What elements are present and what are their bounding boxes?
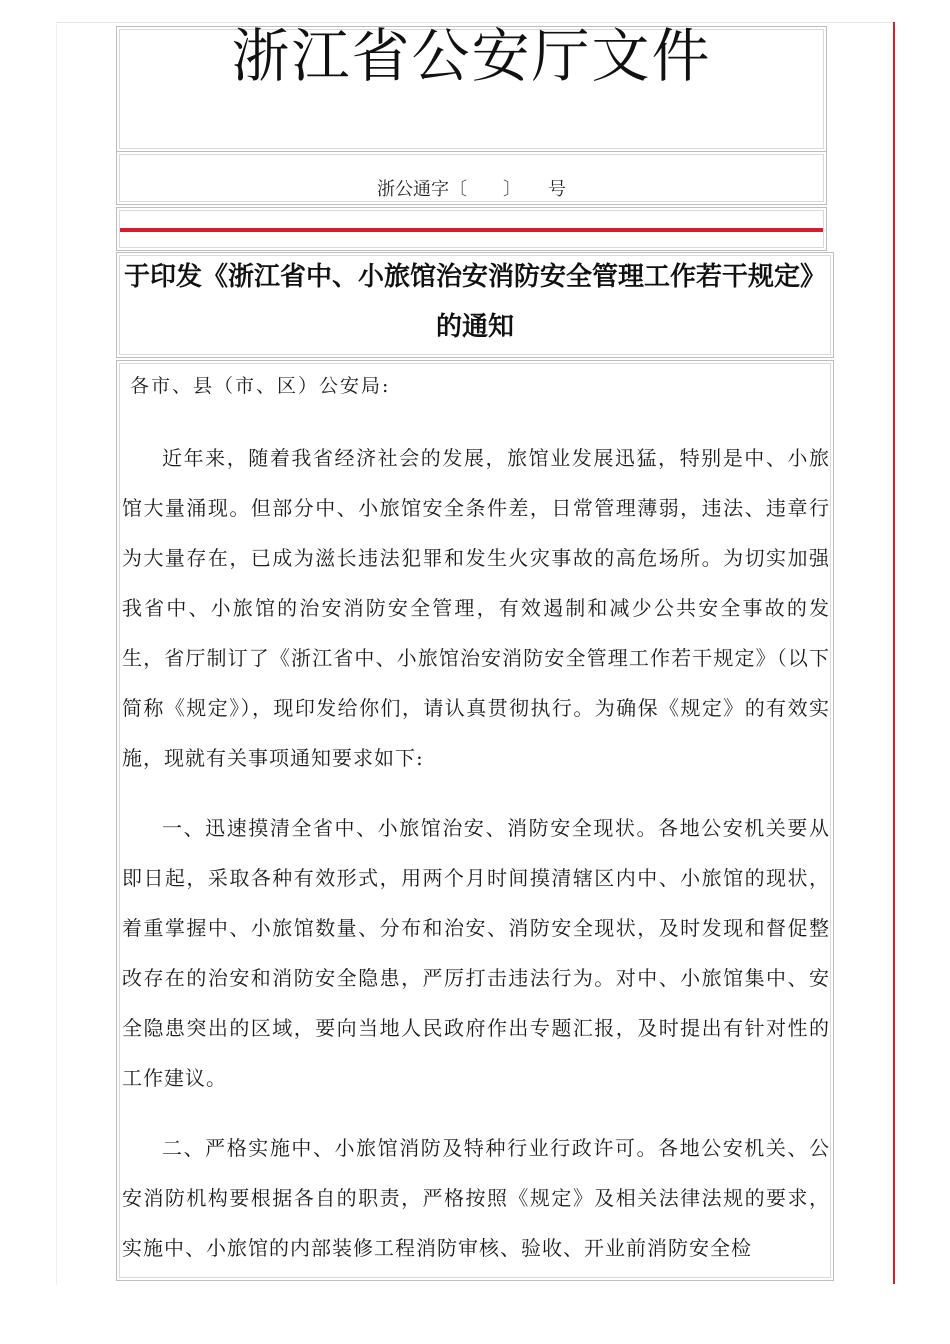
red-header-divider [120, 228, 823, 232]
page-margin-red-rule [893, 22, 895, 1284]
body-paragraph-item-2: 二、严格实施中、小旅馆消防及特种行业行政许可。各地公安机关、公安消防机构要根据各自的职责，严格按照《规定》及相关法律法规的要求，实施中、小旅馆的内部装修工程消防审核、验收、开业前消防安全检 [122, 1136, 830, 1260]
agency-document-title: 浙江省公安厅文件 [231, 22, 712, 90]
body-paragraph-intro: 近年来，随着我省经济社会的发展，旅馆业发展迅猛，特别是中、小旅馆大量涌现。但部分中、小旅馆安全条件差，日常管理薄弱，违法、违章行为大量存在，已成为滋长违法犯罪和发生火灾事故的高危场所。为切实加强我省中、小旅馆的治安消防安全管理，有效遏制和减少公共安全事故的发生，省厅制订了《浙江省中、小旅馆治安消防安全管理工作若干规定》（以下简称《规定》），现印发给你们，请认真贯彻执行。为确保《规定》的有效实施，现就有关事项通知要求如下: [122, 446, 830, 770]
salutation: 各市、县（市、区）公安局: [130, 375, 391, 397]
body-paragraph-item-1: 一、迅速摸清全省中、小旅馆治安、消防安全现状。各地公安机关要从即日起，采取各种有效形式，用两个月时间摸清辖区内中、小旅馆的现状，着重掌握中、小旅馆数量、分布和治安、消防安全现状，及时发现和督促整改存在的治安和消防安全隐患，严厉打击违法行为。对中、小旅馆集中、安全隐患突出的区域，要向当地人民政府作出专题汇报，及时提出有针对性的工作建议。 [122, 816, 830, 1090]
document-number: 浙公通字〔 〕 号 [377, 179, 566, 200]
notice-subject: 于印发《浙江省中、小旅馆治安消防安全管理工作若干规定》的通知 [123, 262, 826, 342]
